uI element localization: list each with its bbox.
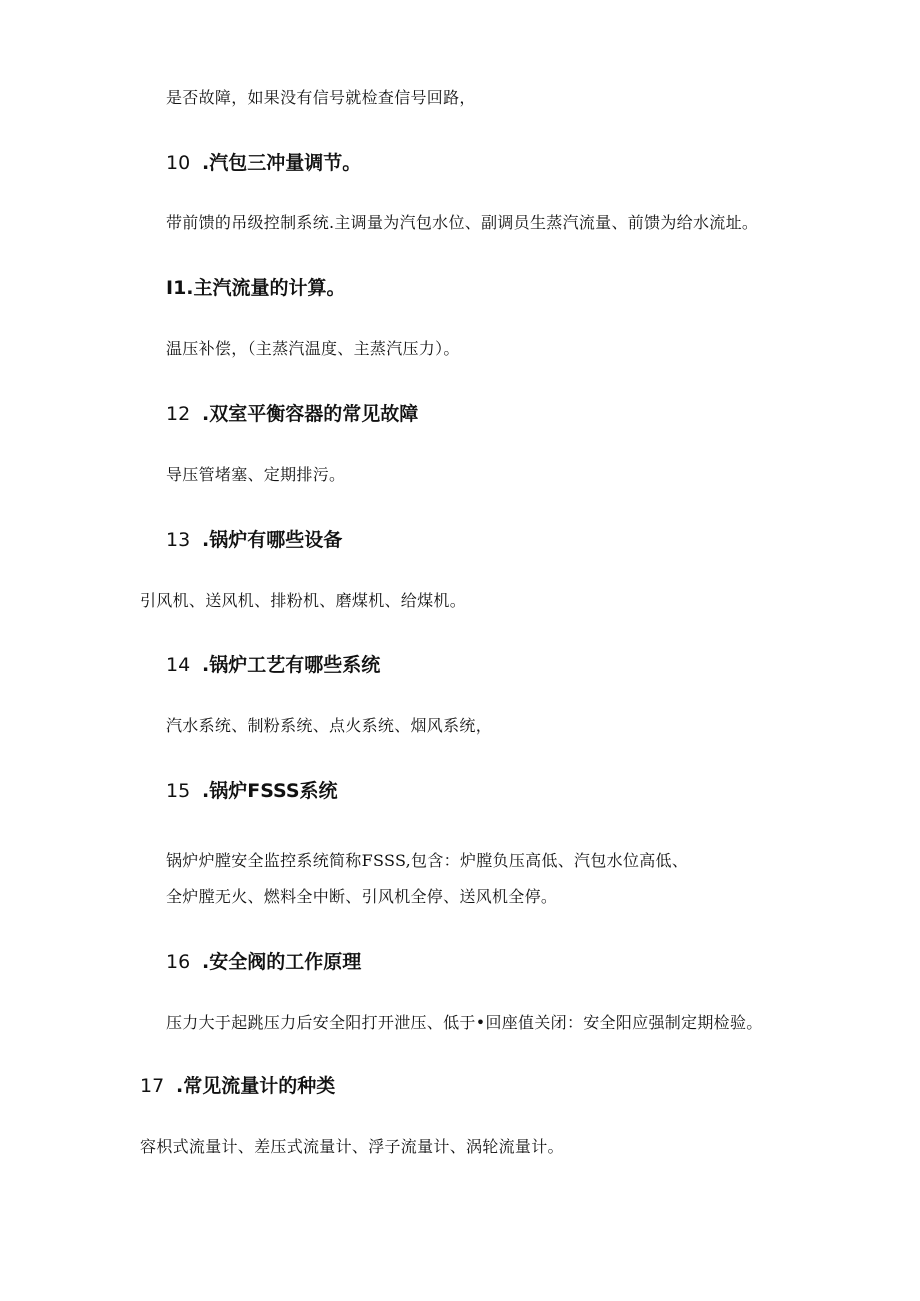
heading-title: .安全阀的工作原理	[202, 951, 362, 973]
heading-title: .常见流量计的种类	[176, 1075, 336, 1097]
section-heading-10	[166, 154, 361, 173]
heading-number: 14	[166, 654, 191, 676]
paragraph-line: 温压补偿，（主蒸汽温度、主蒸汽压力）。	[166, 339, 460, 358]
paragraph-line: 是否故障，如果没有信号就检查信号回路，	[166, 88, 476, 107]
heading-number: 16	[166, 951, 191, 973]
heading-number: 13	[166, 529, 191, 551]
section-heading-14	[166, 656, 380, 675]
paragraph-line: 锅炉炉膛安全监控系统简称FSSS,包含：炉膛负压高低、汽包水位高低、	[166, 851, 689, 870]
paragraph-line: 带前馈的吊级控制系统.主调量为汽包水位、副调员生蒸汽流量、前馈为给水流址。	[166, 213, 759, 232]
section-heading-13	[166, 531, 342, 550]
heading-number: 10	[166, 152, 191, 174]
paragraph-line: 压力大于起跳压力后安全阳打开泄压、低于•回座值关闭：安全阳应强制定期检验。	[166, 1013, 763, 1032]
heading-title: .锅炉工艺有哪些系统	[202, 654, 381, 676]
section-heading-17	[140, 1077, 335, 1096]
section-heading-12	[166, 405, 418, 424]
heading-title: .汽包三冲量调节。	[202, 152, 362, 174]
paragraph-line: 汽水系统、制粉系统、点火系统、烟风系统，	[166, 716, 493, 735]
heading-number: 15	[166, 780, 191, 802]
paragraph-line: 容枳式流量计、差压式流量计、浮子流量计、涡轮流量计。	[140, 1137, 564, 1156]
heading-title: .锅炉FSSS系统	[202, 780, 338, 802]
paragraph-line: 全炉膛无火、燃料全中断、引风机全停、送风机全停。	[166, 887, 558, 906]
paragraph-line: 导压管堵塞、定期排污。	[166, 465, 346, 484]
heading-title: .锅炉有哪些设备	[202, 529, 343, 551]
section-heading-11	[166, 279, 346, 298]
heading-number: 12	[166, 403, 191, 425]
section-heading-16	[166, 953, 361, 972]
paragraph-line: 引风机、送风机、排粉机、磨煤机、给煤机。	[140, 591, 467, 610]
heading-title: I1.主汽流量的计算。	[166, 277, 346, 299]
heading-number: 17	[140, 1075, 165, 1097]
section-heading-15	[166, 782, 338, 801]
heading-title: .双室平衡容器的常见故障	[202, 403, 419, 425]
